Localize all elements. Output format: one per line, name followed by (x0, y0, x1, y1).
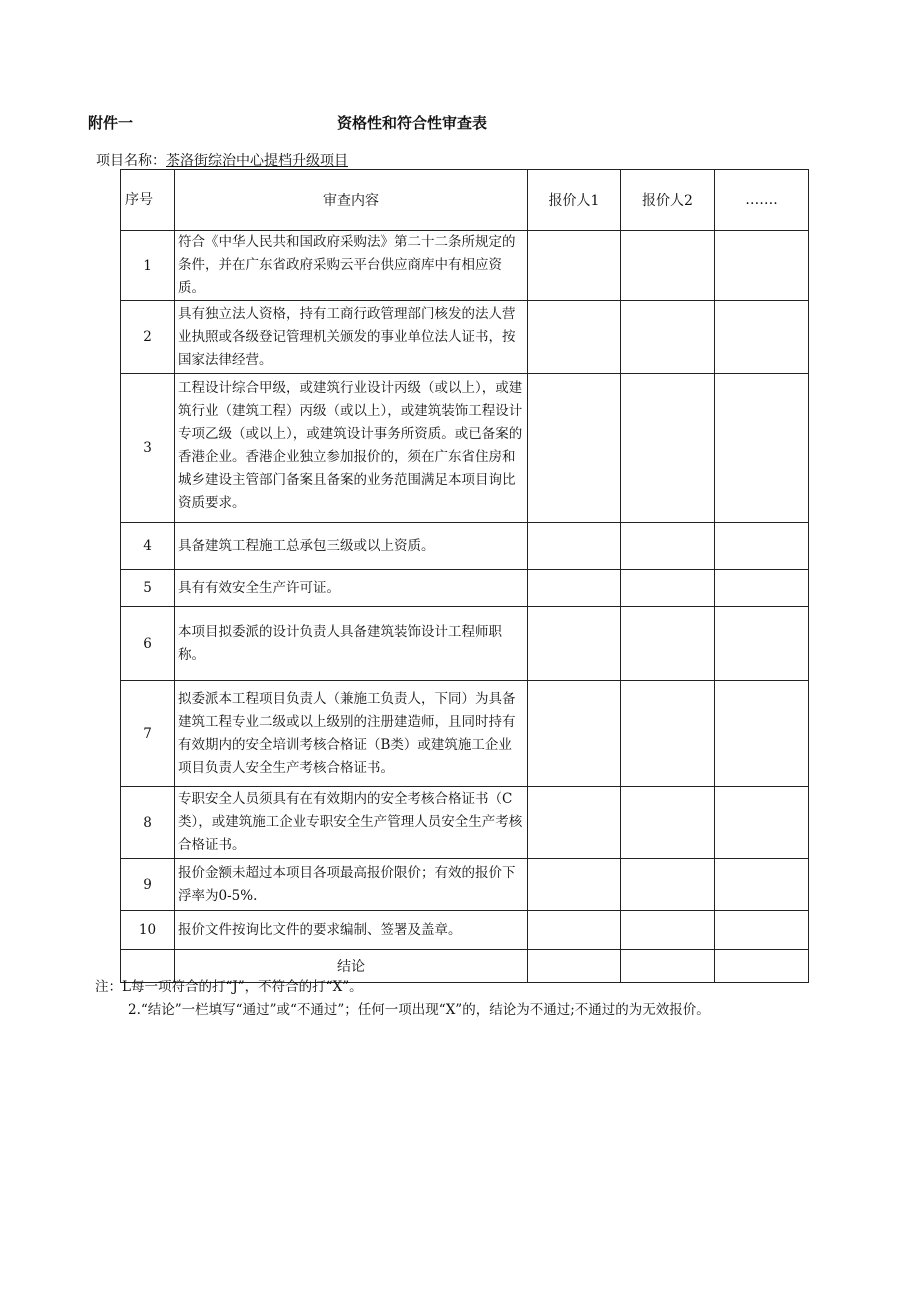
bidder-more-cell[interactable] (715, 570, 809, 607)
table-row (121, 911, 809, 950)
bidder-2-cell[interactable] (621, 787, 715, 859)
bidder-2-cell[interactable] (621, 570, 715, 607)
row-content: 报价金额未超过本项目各项最高报价限价；有效的报价下浮率为0-5%. (175, 859, 528, 911)
bidder-more-cell[interactable] (715, 787, 809, 859)
bidder-2-cell[interactable] (621, 374, 715, 523)
header-content: 审查内容 (175, 170, 528, 231)
table-row (121, 570, 809, 607)
project-name: 茶洛街综治中心提档升级项目 (166, 153, 348, 169)
row-number: 5 (121, 570, 175, 607)
bidder-more-cell[interactable] (715, 681, 809, 787)
bidder-1-cell[interactable] (528, 570, 621, 607)
bidder-1-cell[interactable] (528, 681, 621, 787)
bidder-2-cell[interactable] (621, 607, 715, 681)
note-1: 注：L每一项符合的打“J”，不符合的打“X”。 (95, 979, 363, 995)
row-content: 工程设计综合甲级，或建筑行业设计丙级（或以上），或建筑行业（建筑工程）丙级（或以上），或建筑装饰工程设计专项乙级（或以上），或建筑设计事务所资质。或已备案的香港企业。香港企业独立参加报价的，须在广东省住房和城乡建设主管部门备案且备案的业务范围满足本项目询比资质要求。 (175, 374, 528, 523)
bidder-more-cell[interactable] (715, 301, 809, 374)
bidder-1-cell[interactable] (528, 859, 621, 911)
bidder-more-cell[interactable] (715, 374, 809, 523)
row-number: 8 (121, 787, 175, 859)
table-row (121, 859, 809, 911)
bidder-2-cell[interactable] (621, 301, 715, 374)
attachment-label: 附件一 (88, 114, 134, 132)
table-row (121, 374, 809, 523)
project-line (96, 150, 348, 170)
bidder-more-cell[interactable] (715, 607, 809, 681)
header-seq: 序号 (121, 170, 175, 231)
bidder-1-cell[interactable] (528, 787, 621, 859)
bidder-1-cell[interactable] (528, 301, 621, 374)
bidder-more-cell[interactable] (715, 231, 809, 301)
bidder-1-cell[interactable] (528, 607, 621, 681)
note-2: 2.“结论”一栏填写“通过”或“不通过”；任何一项出现“X”的，结论为不通过;不通过的为无效报价。 (128, 1002, 710, 1018)
bidder-more-conclusion[interactable] (715, 950, 809, 983)
table-header-row (121, 170, 809, 231)
header-bidder-2: 报价人2 (621, 170, 715, 231)
bidder-1-cell[interactable] (528, 523, 621, 570)
row-content: 专职安全人员须具有在有效期内的安全考核合格证书（C类），或建筑施工企业专职安全生产管理人员安全生产考核合格证书。 (175, 787, 528, 859)
table-row (121, 301, 809, 374)
table-row (121, 523, 809, 570)
bidder-2-cell[interactable] (621, 911, 715, 950)
row-content: 具有独立法人资格，持有工商行政管理部门核发的法人营业执照或各级登记管理机关颁发的事业单位法人证书，按国家法律经营。 (175, 301, 528, 374)
header-more: ……. (715, 170, 809, 231)
bidder-2-cell[interactable] (621, 681, 715, 787)
row-content: 具备建筑工程施工总承包三级或以上资质。 (175, 523, 528, 570)
conclusion-label: 结论 (175, 950, 528, 983)
bidder-more-cell[interactable] (715, 859, 809, 911)
row-content: 报价文件按询比文件的要求编制、签署及盖章。 (175, 911, 528, 950)
bidder-1-cell[interactable] (528, 231, 621, 301)
bidder-1-cell[interactable] (528, 374, 621, 523)
bidder-2-cell[interactable] (621, 523, 715, 570)
project-label: 项目名称： (96, 153, 166, 169)
table-row (121, 681, 809, 787)
table-row (121, 607, 809, 681)
row-number: 10 (121, 911, 175, 950)
bidder-1-conclusion[interactable] (528, 950, 621, 983)
row-number: 4 (121, 523, 175, 570)
row-content: 具有有效安全生产许可证。 (175, 570, 528, 607)
row-number: 2 (121, 301, 175, 374)
bidder-1-cell[interactable] (528, 911, 621, 950)
header-bidder-1: 报价人1 (528, 170, 621, 231)
bidder-more-cell[interactable] (715, 523, 809, 570)
row-number: 3 (121, 374, 175, 523)
row-number: 6 (121, 607, 175, 681)
row-content: 本项目拟委派的设计负责人具备建筑装饰设计工程师职称。 (175, 607, 528, 681)
review-table (120, 169, 809, 983)
bidder-more-cell[interactable] (715, 911, 809, 950)
table-row (121, 787, 809, 859)
bidder-2-cell[interactable] (621, 231, 715, 301)
table-row (121, 231, 809, 301)
row-content: 符合《中华人民共和国政府采购法》第二十二条所规定的条件，并在广东省政府采购云平台供应商库中有相应资质。 (175, 231, 528, 301)
page-title: 资格性和符合性审查表 (337, 114, 488, 132)
row-number: 1 (121, 231, 175, 301)
row-number: 9 (121, 859, 175, 911)
row-content: 拟委派本工程项目负责人（兼施工负责人，下同）为具备建筑工程专业二级或以上级别的注册建造师，且同时持有有效期内的安全培训考核合格证（B类）或建筑施工企业项目负责人安全生产考核合格证书。 (175, 681, 528, 787)
bidder-2-cell[interactable] (621, 859, 715, 911)
row-number: 7 (121, 681, 175, 787)
bidder-2-conclusion[interactable] (621, 950, 715, 983)
